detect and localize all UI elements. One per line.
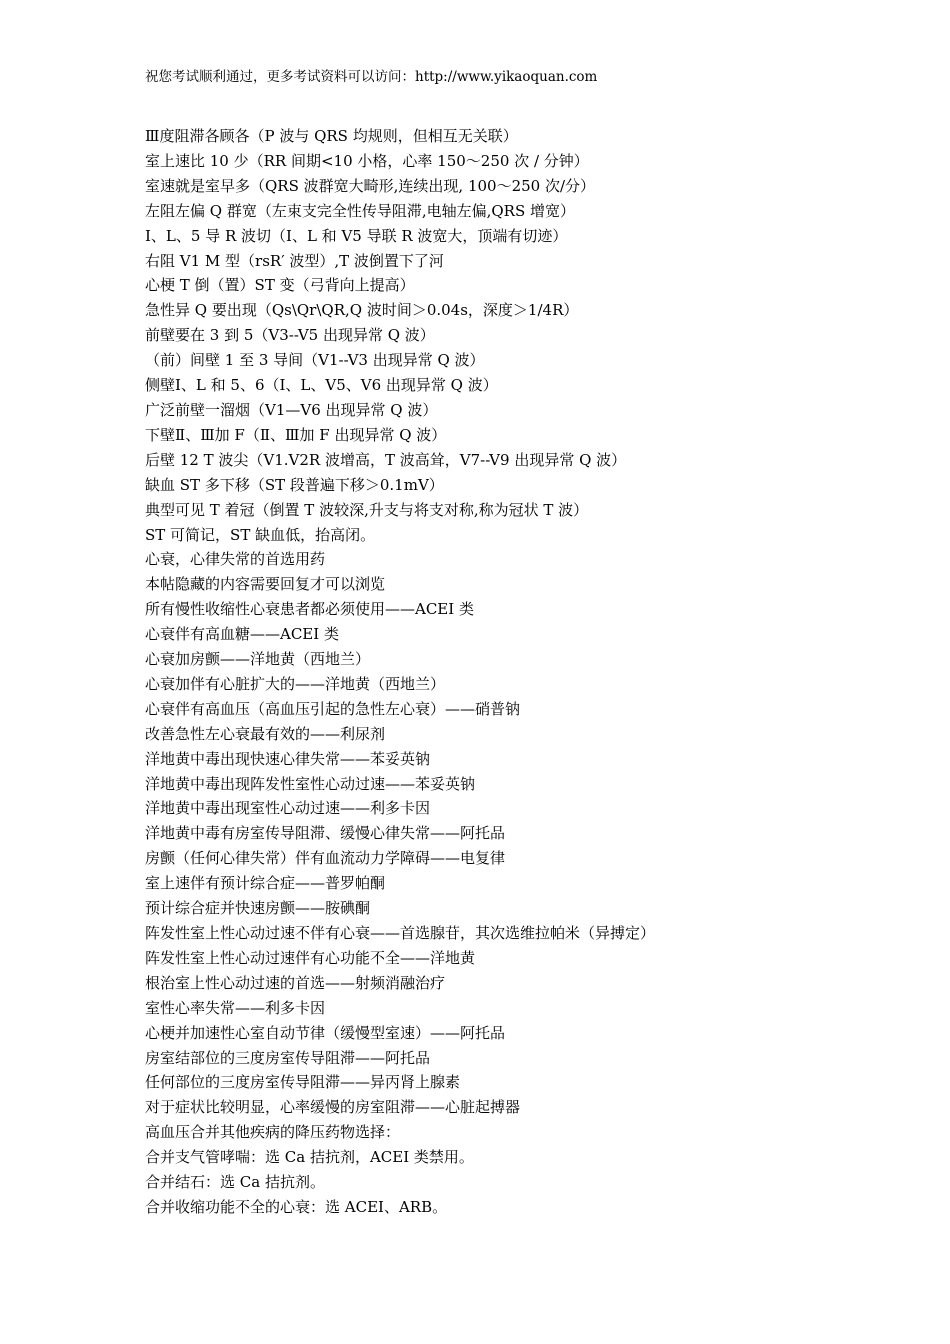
text-line: 洋地黄中毒出现室性心动过速——利多卡因 — [145, 799, 431, 818]
text-line: ST 可简记，ST 缺血低，抬高闭。 — [145, 525, 376, 544]
text-line: 心衰伴有高血压（高血压引起的急性左心衰）——硝普钠 — [145, 699, 521, 718]
text-line: 房室结部位的三度房室传导阻滞——阿托品 — [145, 1048, 431, 1067]
text-line: 洋地黄中毒出现快速心律失常——苯妥英钠 — [145, 749, 431, 768]
text-line: 缺血 ST 多下移（ST 段普遍下移＞0.1mV） — [145, 475, 444, 494]
text-line: 对于症状比较明显，心率缓慢的房室阻滞——心脏起搏器 — [145, 1098, 521, 1117]
header-note: 祝您考试顺利通过，更多考试资料可以访问：http://www.yikaoquan.com — [145, 69, 598, 85]
text-line: 右阻 V1 M 型（rsR′ 波型）,T 波倒置下了河 — [145, 251, 444, 270]
text-line: 心梗并加速性心室自动节律（缓慢型室速）——阿托品 — [145, 1023, 506, 1042]
text-line: 左阻左偏 Q 群宽（左束支完全性传导阻滞,电轴左偏,QRS 增宽） — [145, 201, 576, 220]
text-line: 根治室上性心动过速的首选——射频消融治疗 — [145, 973, 446, 992]
text-line: 下壁Ⅱ、Ⅲ加 F（Ⅱ、Ⅲ加 F 出现异常 Q 波） — [145, 425, 447, 444]
text-line: 典型可见 T 着冠（倒置 T 波较深,升支与将支对称,称为冠状 T 波） — [145, 500, 589, 519]
section-heading: 心衰，心律失常的首选用药 — [145, 550, 326, 569]
text-line: 急性异 Q 要出现（Qs\Qr\QR,Q 波时间＞0.04s，深度＞1/4R） — [145, 301, 579, 320]
text-line: 改善急性左心衰最有效的——利尿剂 — [145, 724, 386, 743]
text-line: 洋地黄中毒出现阵发性室性心动过速——苯妥英钠 — [145, 774, 476, 793]
text-line: 合并收缩功能不全的心衰：选 ACEI、ARB。 — [145, 1197, 448, 1216]
text-line: 洋地黄中毒有房室传导阻滞、缓慢心律失常——阿托品 — [145, 824, 506, 843]
document-body — [145, 124, 925, 1220]
text-line: 室上速比 10 少（RR 间期<10 小格，心率 150～250 次 / 分钟） — [145, 151, 589, 170]
text-line: 心衰加房颤——洋地黄（西地兰） — [145, 650, 371, 669]
text-line: 广泛前壁一溜烟（V1—V6 出现异常 Q 波） — [145, 400, 438, 419]
text-line: 心衰伴有高血糖——ACEI 类 — [145, 625, 339, 644]
text-line: 室速就是室早多（QRS 波群宽大畸形,连续出现, 100～250 次/分） — [145, 176, 596, 195]
text-line: 任何部位的三度房室传导阻滞——异丙肾上腺素 — [145, 1073, 461, 1092]
text-line: 阵发性室上性心动过速不伴有心衰——首选腺苷，其次选维拉帕米（异搏定） — [145, 924, 656, 942]
text-line: 合并结石：选 Ca 拮抗剂。 — [145, 1173, 325, 1192]
text-line: 后壁 12 T 波尖（V1.V2R 波增高，T 波高耸，V7--V9 出现异常 Q 波） — [145, 450, 627, 469]
text-line: 室性心率失常——利多卡因 — [145, 998, 326, 1017]
text-line: Ⅰ、L、5 导 R 波切（Ⅰ、L 和 V5 导联 R 波宽大，顶端有切迹） — [145, 226, 568, 245]
text-line: 所有慢性收缩性心衰患者都必须使用——ACEI 类 — [145, 600, 474, 619]
text-line: 房颤（任何心律失常）伴有血流动力学障碍——电复律 — [145, 849, 506, 868]
text-line: 心梗 T 倒（置）ST 变（弓背向上提高） — [145, 276, 415, 295]
text-line: （前）间壁 1 至 3 导间（V1--V3 出现异常 Q 波） — [145, 351, 485, 370]
hidden-content-notice: 本帖隐藏的内容需要回复才可以浏览 — [145, 575, 386, 594]
text-line: 预计综合症并快速房颤——胺碘酮 — [145, 899, 371, 918]
text-line: 阵发性室上性心动过速伴有心功能不全——洋地黄 — [145, 948, 476, 967]
section-heading: 高血压合并其他疾病的降压药物选择： — [145, 1123, 401, 1142]
text-line: Ⅲ度阻滞各顾各（P 波与 QRS 均规则，但相互无关联） — [145, 127, 518, 145]
text-line: 侧壁Ⅰ、L 和 5、6（Ⅰ、L、V5、V6 出现异常 Q 波） — [145, 376, 498, 395]
text-line: 室上速伴有预计综合症——普罗帕酮 — [145, 874, 386, 893]
text-line: 前壁要在 3 到 5（V3--V5 出现异常 Q 波） — [145, 326, 435, 345]
text-line: 心衰加伴有心脏扩大的——洋地黄（西地兰） — [145, 674, 446, 693]
text-line: 合并支气管哮喘：选 Ca 拮抗剂，ACEI 类禁用。 — [145, 1148, 474, 1167]
